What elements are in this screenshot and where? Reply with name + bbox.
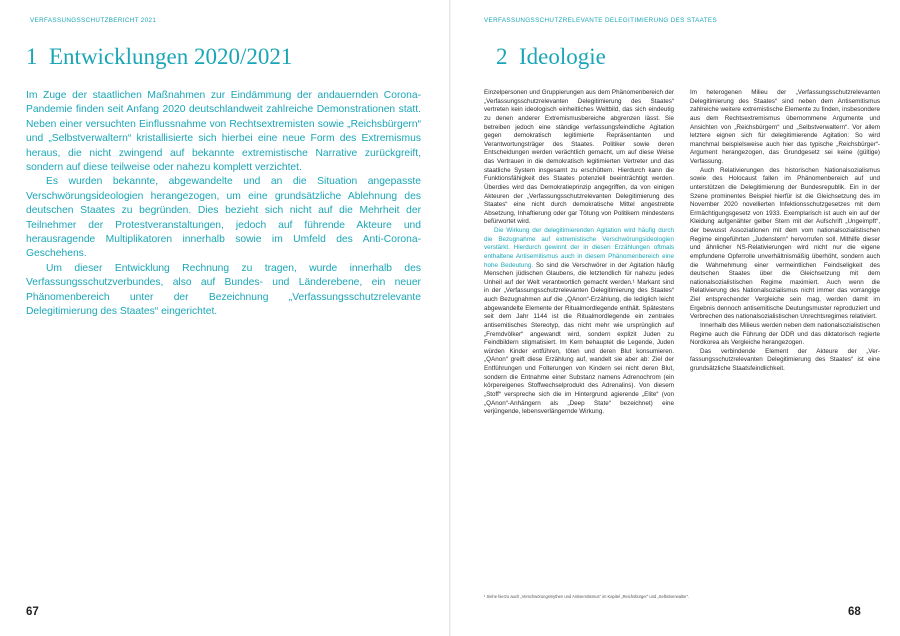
chapter-heading-1 [26, 44, 292, 70]
chapter-number: 1 [26, 44, 38, 69]
page-number-right: 68 [848, 606, 861, 618]
chapter-title: Ideologie [519, 44, 606, 69]
body-paragraph: Im heterogenen Milieu der „Verfassungsschutzrelevanten Delegitimierung des Staates“ sind neben dem Antisemitismus zahlreiche weitere extremistische Elemente zu finden, insbesondere aus dem Rechtsextremismus übernommene Argumente und Ansichten von „Reichsbürgern“ und „Selbstverwaltern“. Vor allem letztere eignen sich für delegitimierende Agitation: So wird manchmal beispielsweise auch hier das typische „Reichsbürger“-Argument herangezogen, das Grundgesetz sei keine (gültige) Verfassung. [690, 89, 880, 165]
intro-text [26, 89, 421, 320]
intro-paragraph: Im Zuge der staatlichen Maßnahmen zur Eindämmung der andauernden Corona-Pandemie finden seit Anfang 2020 deutschlandweit zahlreiche Demonstrationen statt. Neben einer versuchten Einflussnahme von Rechtsextremisten sowie „Reichsbürgern“ und „Selbstverwaltern“ kristallisierte sich hierbei eine neue Form des Extremismus heraus, die nicht zwingend auf bekannte extremistische Narrative zurückgreift, sondern auf diese teilweise oder nahezu komplett verzichtet. [26, 90, 421, 174]
running-header-left: VERFASSUNGSSCHUTZBERICHT 2021 [30, 17, 157, 24]
chapter-heading-2 [496, 44, 606, 70]
text-column-2 [690, 89, 880, 374]
body-paragraph: Das verbindende Element der Akteure der „Verfassungsschutzrelevanten Delegitimierung des Staates“ ist eine grundsätzliche Staatsfeindlichkeit. [690, 347, 880, 372]
footnote: ¹ Siehe hierzu auch „Verschwörungsmythen und Antisemitismus“ im Kapitel „Reichsbürger“ und „Selbstverwalter“. [484, 594, 690, 599]
page-number-left: 67 [26, 606, 39, 618]
body-paragraph: Einzelpersonen und Gruppierungen aus dem Phänomenbereich der „Verfassungsschutzrelevanten Delegitimierung des Staates“ vertreten kein ideologisch einheitliches Weltbild, das sich eindeutig zu denen anderer Extremismusbereiche abgrenzen lässt. Sie betreiben jedoch eine ständige verfassungsfeindliche Agitation gegen demokratisch legitimierte Repräsentanten und Verantwortungsträger des Staates. Politiker sowie deren Entscheidungen werden verächtlich gemacht, um auf diese Weise das Vertrauen in die demokratisch legitimierten Vertreter und das staatliche System insgesamt zu erschüttern. Hierdurch kann die Funktionsfähigkeit des Staates potenziell beeinträchtigt werden. Überdies wird das Demokratieprinzip angegriffen, da von einigen Akteuren der „Verfassungsschutzrelevanten Delegitimierung des Staates“ eine nicht durch demokratische Mittel angestrebte Absetzung, Inhaftierung oder gar Tötung von Politikern mindestens befürwortet wird. [484, 89, 674, 226]
body-paragraph: Auch Relativierungen des historischen Nationalsozialismus sowie des Holocaust fallen im Phänomenbereich auf und unterstützen die Delegitimierung der Bundesrepublik. Ein in der Szene prominentes Beispiel hierfür ist die Gleichsetzung des im November 2020 novellierten Infektionsschutzgesetzes mit dem Ermächtigungsgesetz von 1933. Exemplarisch ist auch ein auf der Kleidung aufgenähter gelber Stern mit der Aufschrift „Ungeimpft“, der bewusst Assoziationen mit dem vom nationalsozialistischen Regime eingeführten „Judenstern“ hervorrufen soll. Mithilfe dieser und ähnlicher NS-Relativierungen wird nicht nur die eigene empfundene Opferrolle unverhältnismäßig überhöht, sondern auch die Wahrnehmung einer vermeintlichen Feindseligkeit des deutschen Staates über die Gleichsetzung mit dem nationalsozialistischen Regime maximiert. Auch wenn die Relativierung des Nationalsozialismus nicht immer das vorrangige Ziel entsprechender Vergleiche sein mag, werden damit im Ergebnis dennoch antisemitische Deutungsmuster reproduziert und Verbrechen des nationalsozialistischen Unrechtsregimes relativiert. [690, 166, 880, 321]
body-paragraph [484, 227, 674, 417]
right-page [450, 0, 900, 636]
chapter-title: Entwicklungen 2020/2021 [49, 44, 293, 69]
body-text: So sind die Verschwörer in der Agitation häufig Menschen jüdischen Glaubens, die letztendlich für nahezu jedes Unheil auf der Welt verantwortlich gemacht werden.¹ Markant sind in der „Verfassungsschutzrelevanten Delegitimierung des Staates“ auch Bezugnahmen auf die „QAnon“-Erzählung, die lediglich leicht abgewandelte Elemente der Ritualmordlegende enthält. Spätestens seit dem Jahr 1144 ist die Ritualmordlegende ein zentrales antisemitisches Stereotyp, das nicht mehr wie ursprünglich auf „Fremdvölker“ angewandt wird, sondern explizit Juden zu Feindbildern stigmatisiert. Im Kern behauptet die Legende, Juden würden Kinder entführen, töten und deren Blut konsumieren. „QAnon“ greift diese Erzählung auf, wandelt sie aber ab: Ziel der Entführungen und Folterungen von Kindern sei nicht deren Blut, sondern die Entnahme einer Substanz namens Adrenochrom (ein körpereigenes Stoffwechselprodukt des Adrenalins). Von diesem „Stoff“ verspreche sich die im Hintergrund agierende „Elite“ (von „QAnon“-Anhängern als „Deep State“ bezeichnet) eine verjüngende, lebensverlängernde Wirkung. [484, 261, 674, 416]
highlighted-text: Die Wirkung der delegitimierenden Agitation wird häufig durch die Bezugnahme auf extremistische Verschwörungsideologien verstärkt. Hierdurch gewinnt der in diesen Erzählungen oftmals enthaltene Antisemitismus auch in diesem Phänomenbereich eine hohe Bedeutung. [484, 227, 674, 269]
intro-paragraph: Um dieser Entwicklung Rechnung zu tragen, wurde innerhalb des Verfassungsschutzverbundes, also auf Bundes- und Länderebene, ein neuer Phänomenbereich unter der Bezeichnung „Verfassungsschutzrelevante Delegitimierung des Staates“ eingerichtet. [26, 262, 421, 318]
intro-paragraph: Es wurden bekannte, abgewandelte und an die Situation angepasste Verschwörungsideologien herangezogen, um eine grundsätzliche Ablehnung des deutschen Staates zu begründen. Dies bezieht sich nicht auf die Mehrheit der Teilnehmer der Protestveranstaltungen, jedoch auf führende Akteure und herausragende Multiplikatoren innerhalb sowie im Umfeld des Anti-Corona-Geschehens. [26, 176, 421, 260]
chapter-number: 2 [496, 44, 508, 69]
running-header-right: VERFASSUNGSSCHUTZRELEVANTE DELEGITIMIERUNG DES STAATES [484, 17, 718, 24]
body-paragraph: Innerhalb des Milieus werden neben dem nationalsozialistischen Regime auch die Führung der DDR und das diktatorisch regierte Nordkorea als Vergleiche herangezogen. [690, 321, 880, 347]
text-column-1 [484, 89, 674, 417]
